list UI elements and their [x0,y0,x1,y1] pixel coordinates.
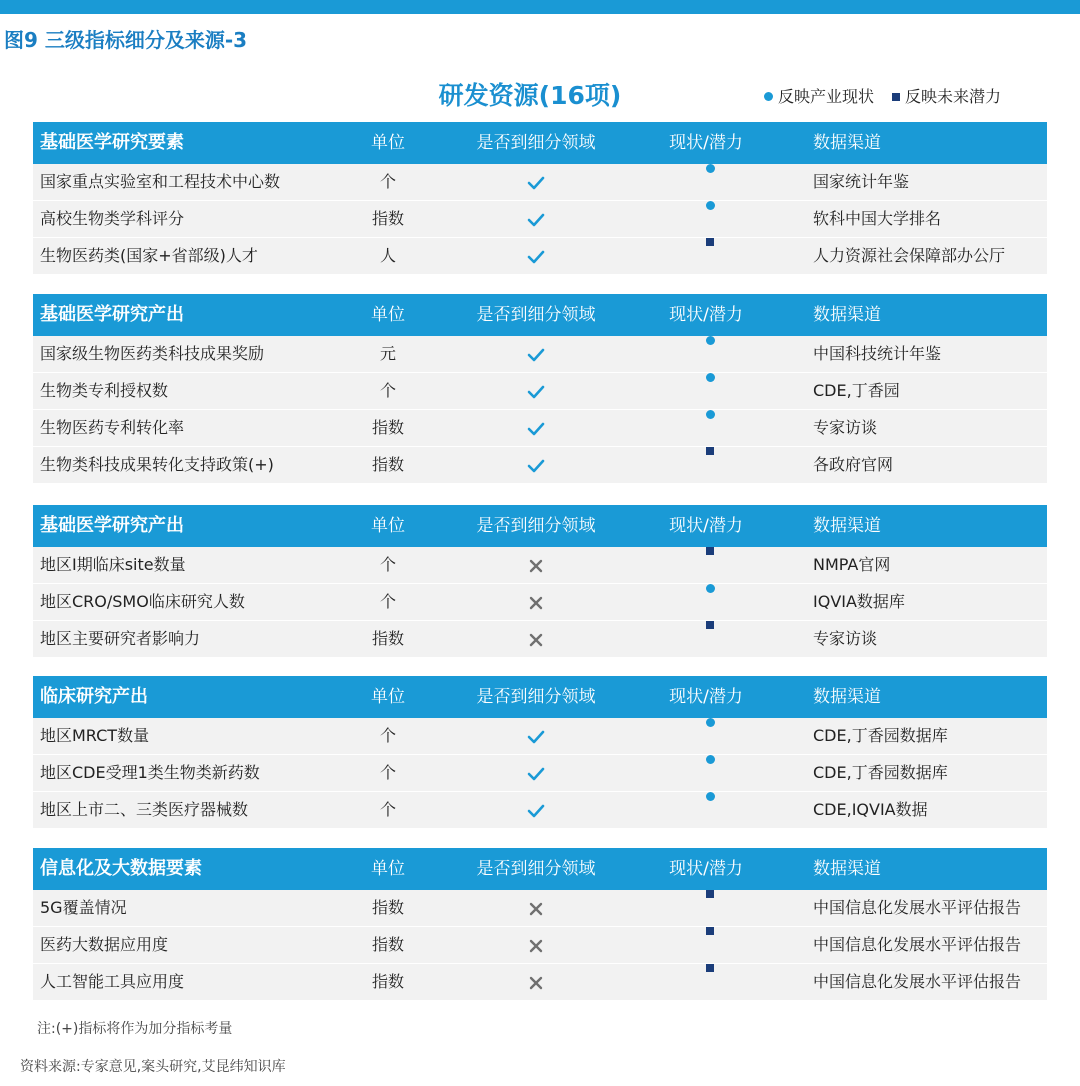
table-row [33,373,1047,410]
check-icon [521,373,551,409]
indicator-name: 生物类专利授权数 [40,381,169,400]
indicator-unit: 个 [379,726,396,745]
table-section [33,505,1047,657]
table-row [33,447,1047,483]
top-accent-bar [0,0,1080,14]
indicator-name: 生物类科技成果转化支持政策(+) [40,455,274,474]
indicator-unit: 指数 [371,455,404,474]
table-section [33,848,1047,1000]
indicator-name: 地区CDE受理1类生物类新药数 [40,763,260,782]
data-channel: 中国科技统计年鉴 [813,344,942,363]
subdivision-header: 是否到细分领域 [476,305,596,325]
unit-header: 单位 [371,133,405,153]
figure-title: 图9 三级指标细分及来源-3 [4,28,248,52]
indicator-name: 地区I期临床site数量 [40,555,186,574]
table-row [33,621,1047,657]
section-title: 临床研究产出 [40,686,148,707]
subdivision-header: 是否到细分领域 [476,133,596,153]
indicator-name: 国家重点实验室和工程技术中心数 [40,172,281,191]
indicator-name: 生物医药专利转化率 [40,418,185,437]
section-header [33,676,1047,718]
data-channel: CDE,丁香园数据库 [813,726,948,745]
table-row [33,718,1047,755]
data-channel: 人力资源社会保障部办公厅 [813,246,1006,265]
indicator-unit: 个 [379,763,396,782]
cross-icon [521,584,551,620]
check-icon [521,410,551,446]
table-row [33,890,1047,927]
source-header: 数据渠道 [813,687,881,707]
indicator-unit: 人 [379,246,396,265]
indicator-name: 地区主要研究者影响力 [40,629,201,648]
table-section [33,122,1047,274]
check-icon [521,792,551,828]
cross-icon [521,621,551,657]
check-icon [521,238,551,274]
unit-header: 单位 [371,305,405,325]
indicator-name: 医药大数据应用度 [40,935,169,954]
status-header: 现状/潜力 [669,133,743,153]
table-row [33,238,1047,274]
section-header [33,505,1047,547]
indicator-name: 人工智能工具应用度 [40,972,185,991]
subdivision-header: 是否到细分领域 [476,687,596,707]
source-header: 数据渠道 [813,305,881,325]
main-title: 研发资源(16项) [438,81,622,110]
data-channel: 软科中国大学排名 [813,209,942,228]
cross-icon [521,927,551,963]
unit-header: 单位 [371,516,405,536]
table-row [33,201,1047,238]
legend-current-label: 反映产业现状 [778,87,875,106]
indicator-name: 地区上市二、三类医疗器械数 [40,800,249,819]
indicator-name: 地区CRO/SMO临床研究人数 [40,592,245,611]
check-icon [521,755,551,791]
section-title: 信息化及大数据要素 [40,858,202,879]
table-row [33,964,1047,1000]
indicator-unit: 指数 [371,898,404,917]
data-channel: 专家访谈 [813,629,878,648]
data-channel: 中国信息化发展水平评估报告 [813,972,1022,991]
check-icon [521,718,551,754]
cross-icon [521,964,551,1000]
data-channel: 中国信息化发展水平评估报告 [813,898,1022,917]
data-channel: 各政府官网 [813,455,894,474]
source-header: 数据渠道 [813,859,881,879]
table-row [33,927,1047,964]
indicator-name: 高校生物类学科评分 [40,209,185,228]
section-header [33,848,1047,890]
table-row [33,336,1047,373]
cross-icon [521,890,551,926]
indicator-name: 地区MRCT数量 [40,726,150,745]
table-row [33,547,1047,584]
check-icon [521,447,551,483]
table-row [33,164,1047,201]
subdivision-header: 是否到细分领域 [476,516,596,536]
table-section [33,676,1047,828]
indicator-unit: 指数 [371,418,404,437]
indicator-unit: 指数 [371,972,404,991]
cross-icon [521,547,551,583]
unit-header: 单位 [371,859,405,879]
data-channel: CDE,丁香园 [813,381,900,400]
source-header: 数据渠道 [813,133,881,153]
table-row [33,755,1047,792]
data-channel: 国家统计年鉴 [813,172,910,191]
section-title: 基础医学研究要素 [40,132,184,153]
check-icon [521,201,551,237]
source-header: 数据渠道 [813,516,881,536]
indicator-unit: 指数 [371,935,404,954]
legend-potential-square-icon [892,93,900,101]
legend [764,84,1001,107]
table-section [33,294,1047,483]
indicator-name: 国家级生物医药类科技成果奖励 [40,344,265,363]
data-channel: IQVIA数据库 [813,592,905,611]
indicator-unit: 个 [379,172,396,191]
unit-header: 单位 [371,687,405,707]
section-title: 基础医学研究产出 [40,304,184,325]
indicator-unit: 个 [379,592,396,611]
indicator-unit: 个 [379,381,396,400]
data-channel: 专家访谈 [813,418,878,437]
status-header: 现状/潜力 [669,859,743,879]
table-row [33,410,1047,447]
data-channel: CDE,丁香园数据库 [813,763,948,782]
legend-current-dot-icon [764,92,773,101]
check-icon [521,164,551,200]
indicator-unit: 个 [379,555,396,574]
data-source: 资料来源:专家意见,案头研究,艾昆纬知识库 [20,1059,286,1075]
status-header: 现状/潜力 [669,305,743,325]
subdivision-header: 是否到细分领域 [476,859,596,879]
footnote: 注:(+)指标将作为加分指标考量 [37,1021,233,1037]
indicator-name: 5G覆盖情况 [40,898,127,917]
section-title: 基础医学研究产出 [40,515,184,536]
check-icon [521,336,551,372]
indicator-unit: 个 [379,800,396,819]
legend-potential-label: 反映未来潜力 [905,87,1002,106]
indicator-name: 生物医药类(国家+省部级)人才 [40,246,258,265]
status-header: 现状/潜力 [669,516,743,536]
table-row [33,584,1047,621]
data-channel: CDE,IQVIA数据 [813,800,928,819]
data-channel: NMPA官网 [813,555,891,574]
section-header [33,294,1047,336]
section-header [33,122,1047,164]
indicator-unit: 指数 [371,209,404,228]
indicator-unit: 元 [379,344,396,363]
data-channel: 中国信息化发展水平评估报告 [813,935,1022,954]
status-header: 现状/潜力 [669,687,743,707]
indicator-unit: 指数 [371,629,404,648]
table-row [33,792,1047,828]
